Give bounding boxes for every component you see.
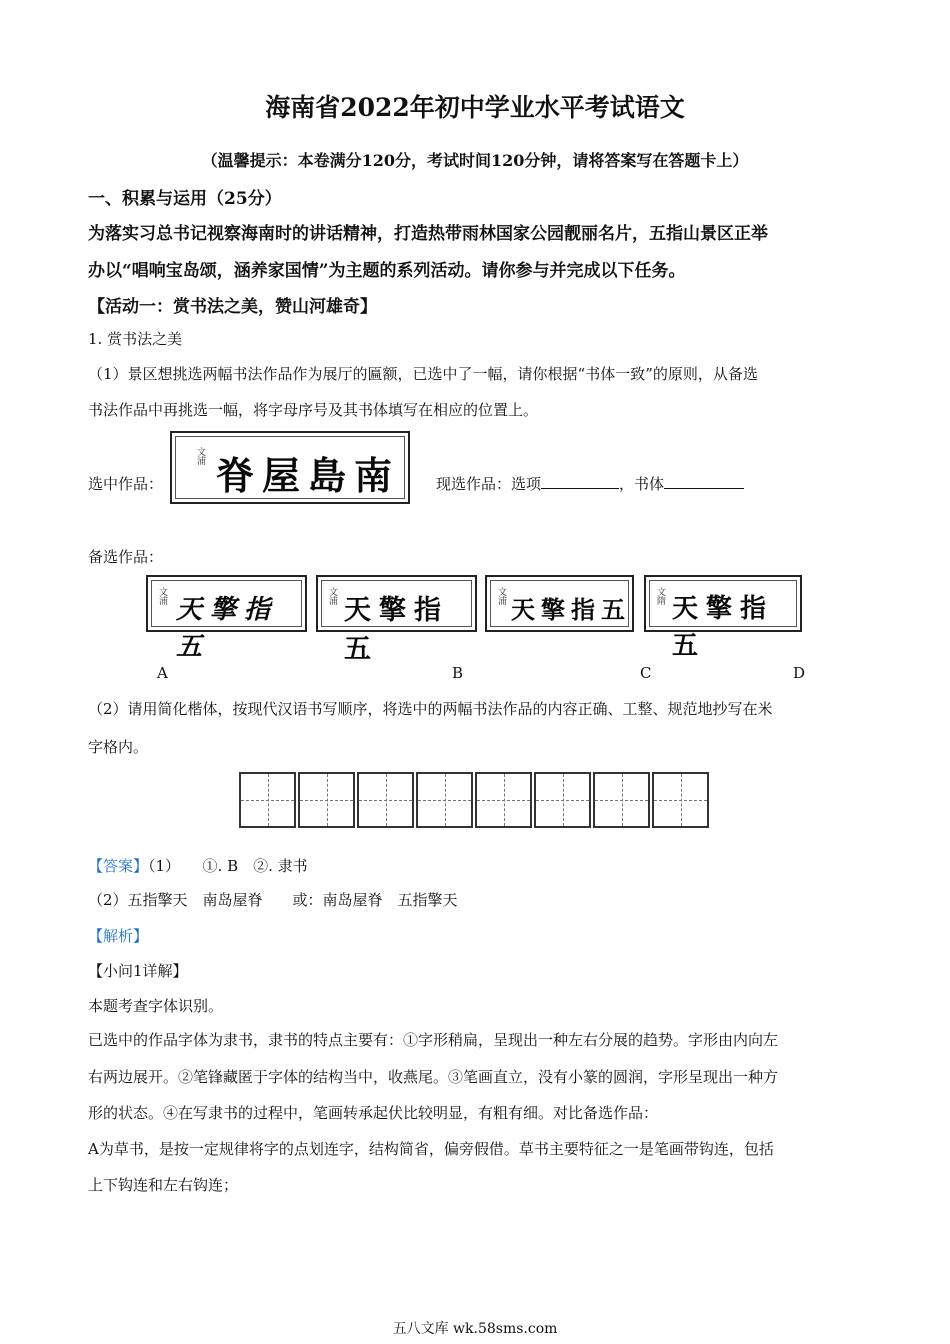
intro-line-1: 为落实习总书记视察海南时的讲话精神，打造热带雨林国家公园靓丽名片，五指山景区正举 — [88, 224, 768, 244]
grid-cell[interactable] — [298, 772, 355, 828]
grid-cell[interactable] — [416, 772, 473, 828]
candidate-a: 文浦 天擎指五 — [146, 575, 307, 632]
answer-line-2: （2）五指擎天 南岛屋脊 或：南岛屋脊 五指擎天 — [88, 891, 458, 909]
candidate-letter-b: B — [452, 664, 464, 682]
writing-grid — [239, 772, 711, 828]
question-1-1-line-1: （1）景区想挑选两幅书法作品作为展厅的匾额，已选中了一幅，请你根据“书体一致”的原则，从备选 — [88, 365, 758, 383]
section-heading: 一、积累与运用（25分） — [88, 189, 282, 209]
selected-calligraphy — [170, 431, 410, 504]
candidates-label: 备选作品： — [88, 548, 164, 566]
selected-seal: 文浦 — [195, 447, 205, 465]
question-1-1-line-2: 书法作品中再挑选一幅，将字母序号及其书体填写在相应的位置上。 — [88, 401, 539, 419]
candidate-c: 文浦 天擎指五 — [485, 575, 634, 632]
grid-cell[interactable] — [652, 772, 709, 828]
selected-calligraphy-text: 脊屋島南 — [216, 453, 401, 498]
footer-watermark: 五八文库 wk.58sms.com — [392, 1321, 558, 1337]
candidate-d: 文隋 天擎指五 — [644, 575, 802, 632]
page-title: 海南省2022年初中学业水平考试语文 — [265, 93, 685, 122]
candidate-letter-a: A — [157, 664, 168, 682]
paragraph-1: 本题考查字体识别。 — [88, 997, 224, 1015]
option-blank[interactable] — [541, 488, 619, 489]
paragraph-2-line-1: 已选中的作品字体为隶书，隶书的特点主要有：①字形稍扁，呈现出一种左右分展的趋势。字形由内向左 — [88, 1031, 779, 1049]
grid-cell[interactable] — [357, 772, 414, 828]
grid-cell[interactable] — [593, 772, 650, 828]
intro-line-2: 办以“唱响宝岛颂，涵养家国情”为主题的系列活动。请你参与并完成以下任务。 — [88, 261, 686, 281]
candidate-b: 文浦 天擎指五 — [316, 575, 477, 632]
paragraph-2-line-3: 形的状态。④在写隶书的过程中，笔画转承起伏比较明显，有粗有细。对比备选作品： — [88, 1104, 659, 1122]
analysis-tag: 【解析】 — [88, 927, 149, 945]
answer-line-1: 【答案】（1） ①. B ②. 隶书 — [88, 857, 308, 875]
activity-heading: 【活动一：赏书法之美，赞山河雄奇】 — [88, 297, 377, 317]
exam-hint: （温馨提示：本卷满分120分，考试时间120分钟，请将答案写在答题卡上） — [201, 151, 749, 170]
question-1-2-line-2: 字格内。 — [88, 738, 149, 756]
paragraph-2-line-2: 右两边展开。②笔锋藏匿于字体的结构当中，收燕尾。③笔画直立，没有小篆的圆润，字形呈现出一种方 — [88, 1068, 779, 1086]
grid-cell[interactable] — [239, 772, 296, 828]
candidate-letter-d: D — [793, 664, 806, 682]
question-1-2-line-1: （2）请用简化楷体，按现代汉语书写顺序，将选中的两幅书法作品的内容正确、工整、规范地抄写在米 — [88, 700, 773, 718]
sub-question-tag: 【小问1详解】 — [88, 962, 188, 980]
paragraph-3-line-2: 上下钩连和左右钩连； — [88, 1176, 239, 1194]
selected-work-label: 选中作品： — [88, 475, 164, 493]
question-1-title: 1. 赏书法之美 — [88, 330, 183, 348]
candidate-letter-c: C — [640, 664, 652, 682]
answer-tag: 【答案】 — [88, 857, 149, 875]
current-selection-line: 现选作品：选项 ，书体 — [436, 473, 744, 494]
style-blank[interactable] — [664, 488, 744, 489]
paragraph-3-line-1: A为草书，是按一定规律将字的点划连字，结构简省，偏旁假借。草书主要特征之一是笔画带钩连，包括 — [88, 1140, 774, 1158]
grid-cell[interactable] — [475, 772, 532, 828]
grid-cell[interactable] — [534, 772, 591, 828]
